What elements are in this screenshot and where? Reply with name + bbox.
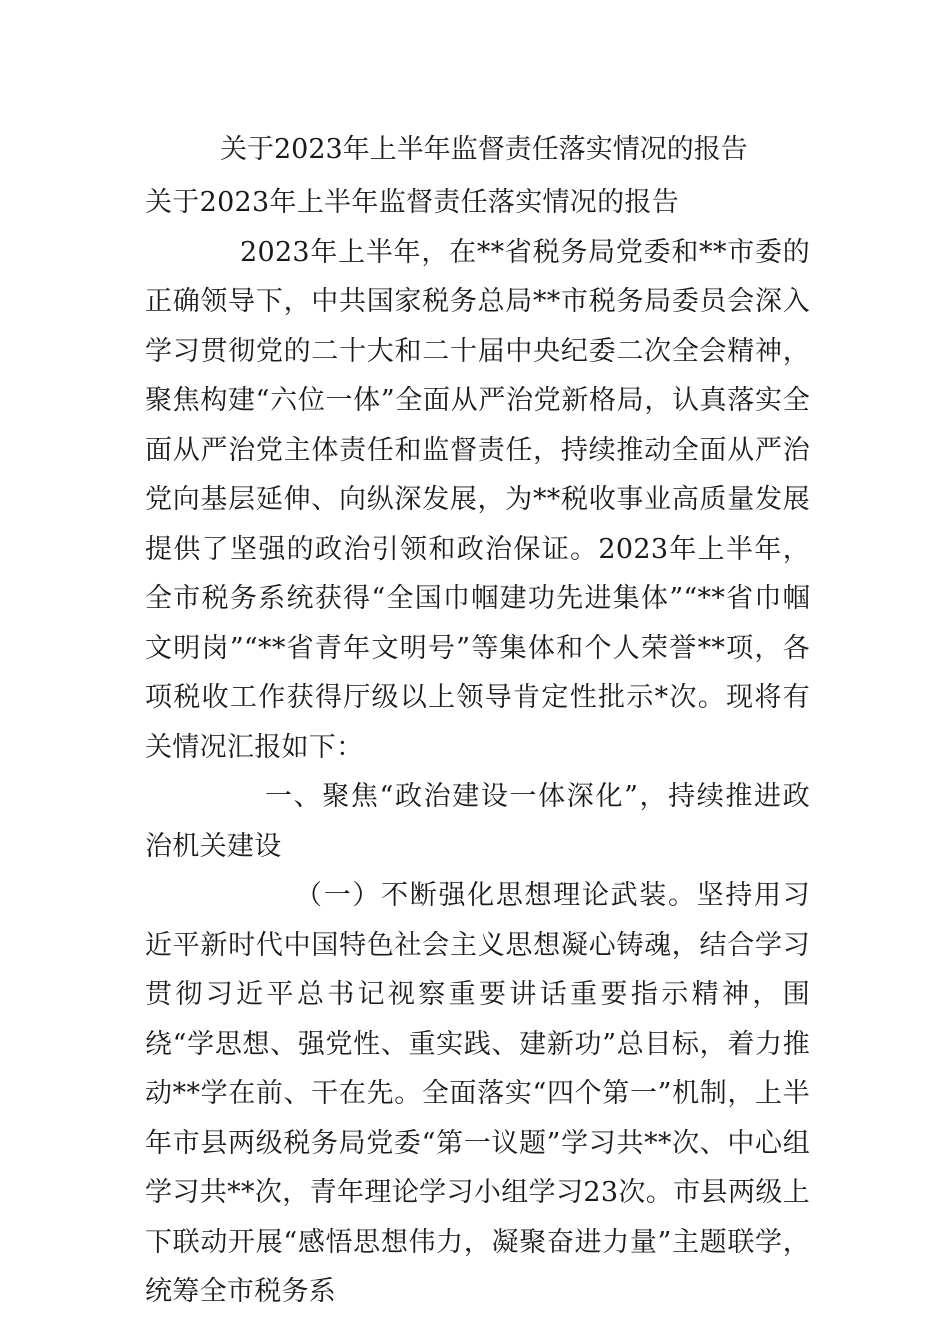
- subsection-paragraph-1: （一）不断强化思想理论武装。坚持用习近平新时代中国特色社会主义思想凝心铸魂，结合学习贯彻习近平总书记视察重要讲话重要指示精神，围绕“学思想、强党性、重实践、建新功”总目标，着力推动**学在前、干在先。全面落实“四个第一”机制，上半年市县两级税务局党委“第一议题”学习共**次、中心组学习共**次，青年理论学习小组学习23次。市县两级上下联动开展“感悟思想伟力，凝聚奋进力量”主题联学，统筹全市税务系: [145, 880, 810, 1307]
- document-body: [145, 178, 810, 1317]
- section-heading-1: 一、聚焦“政治建设一体深化”，持续推进政治机关建设: [145, 781, 810, 862]
- document-title: 关于2023年上半年监督责任落实情况的报告: [220, 134, 748, 165]
- intro-paragraph: 2023年上半年，在**省税务局党委和**市委的正确领导下，中共国家税务总局**市税务局委员会深入学习贯彻党的二十大和二十届中央纪委二次全会精神，聚焦构建“六位一体”全面从严治党新格局，认真落实全面从严治党主体责任和监督责任，持续推动全面从严治党向基层延伸、向纵深发展，为**税收事业高质量发展提供了坚强的政治引领和政治保证。2023年上半年，全市税务系统获得“全国巾帼建功先进集体”“**省巾帼文明岗”“**省青年文明号”等集体和个人荣誉**项，各项税收工作获得厅级以上领导肯定性批示*次。现将有关情况汇报如下：: [145, 236, 810, 763]
- document-subtitle: 关于2023年上半年监督责任落实情况的报告: [145, 187, 680, 218]
